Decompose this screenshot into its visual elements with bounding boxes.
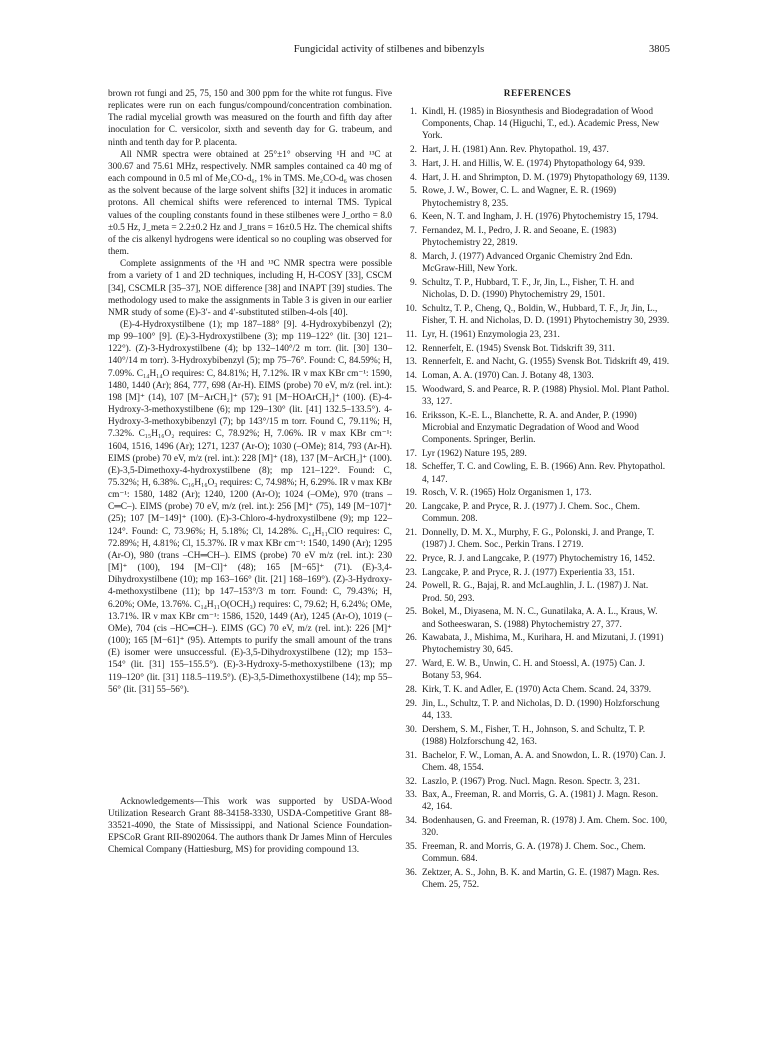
reference-text: Jin, L., Schultz, T. P. and Nicholas, D. D. (1990) Holzforschung 44, 133. [422, 698, 660, 721]
reference-item [405, 185, 670, 209]
reference-item [405, 343, 670, 355]
left-column [108, 88, 392, 857]
reference-number: 16. [405, 410, 417, 421]
reference-text: Rowe, J. W., Bower, C. L. and Wagner, E. R. (1969) Phytochemistry 8, 235. [422, 186, 617, 209]
reference-text: Eriksson, K.-E. L., Blanchette, R. A. and Ander, P. (1990) Microbial and Enzymatic Degradation of Wood and Wood Components. Springer, Berlin. [422, 410, 639, 445]
reference-number: 4. [410, 172, 417, 183]
reference-text: Zektzer, A. S., John, B. K. and Martin, G. E. (1987) Magn. Res. Chem. 25, 752. [422, 868, 660, 891]
reference-number: 34. [405, 816, 417, 827]
reference-item [405, 370, 670, 382]
reference-item [405, 698, 670, 722]
nmr-paragraph: All NMR spectra were obtained at 25°±1° observing ¹H and ¹³C at 300.67 and 75.61 MHz, respectively. NMR samples contained ca 40 mg of each compound in 0.5 ml of Me₂CO-d₆, 1% in TMS. Me₂CO-d₆ was chosen as the solvent because of the large solvent shifts [32] it induces in aromatic protons. All chemical shifts were referenced to internal TMS. Typical values of the coupling constants found in these stilbenes were J_ortho = 8.0 ±0.5 Hz, J_meta = 2.2±0.2 Hz and J_trans = 16±0.5 Hz. The chemical shifts of the cis alkenyl hydrogens were identical so no coupling was observed for them. [108, 149, 392, 258]
reference-text: Kawabata, J., Mishima, M., Kurihara, H. and Mizutani, J. (1991) Phytochemistry 30, 645. [422, 633, 664, 656]
reference-number: 14. [405, 371, 417, 381]
reference-text: Fernandez, M. I., Pedro, J. R. and Seoane, E. (1983) Phytochemistry 22, 2819. [422, 226, 617, 249]
reference-number: 9. [410, 277, 417, 288]
reference-item [405, 106, 670, 142]
reference-number: 36. [405, 868, 417, 878]
reference-number: 31. [405, 750, 417, 761]
reference-item [405, 144, 670, 156]
reference-item [405, 658, 670, 682]
reference-number: 7. [410, 226, 417, 237]
reference-item [405, 750, 670, 774]
reference-number: 23. [405, 567, 417, 578]
reference-list [405, 106, 670, 891]
reference-item [405, 501, 670, 525]
reference-text: Hart, J. H. and Shrimpton, D. M. (1979) Phytopathology 69, 1139. [422, 172, 670, 183]
reference-item [405, 867, 670, 891]
reference-number: 1. [410, 107, 417, 118]
compound-data-paragraph: (E)-4-Hydroxystilbene (1); mp 187–188° [9]. 4-Hydroxybibenzyl (2); mp 99–100° [9]. (E)-3-Hydroxystilbene (3); mp 119–122° (lit. [30] 121–122°). (Z)-3-Hydroxystilbene (4); bp 132–140°/2 m torr. (lit. [30] 130–140°/14 m torr). 3-Hydroxybibenzyl (5); mp 75–76°. Found: C, 84.59%; H, 7.09%. C₁₄H₁₄O requires: C, 84.81%; H, 7.12%. IR ν max KBr cm⁻¹: 1590, 1480, 1440 (Ar); 864, 777, 698 (Ar-H). EIMS (probe) 70 eV, m/z (rel. int.): 198 [M]⁺ (14), 107 [M−ArCH₂]⁺ (57); 91 [M−HOArCH₂]⁺ (100). (E)-4-Hydroxy-3-methoxystilbene (6); mp 129–130° (lit. [41] 132.5–133.5°). 4-Hydroxy-3-methoxybibenzyl (7); bp 143°/15 m torr. Found C, 79.11%; H, 7.32%. C₁₅H₁₆O₂ requires: C, 78.92%; H, 7.06%. IR ν max KBr cm⁻¹: 1604, 1516, 1496 (Ar); 1271, 1237 (Ar-O); 1030 (–OMe); 814, 793 (Ar-H). EIMS (probe) 70 eV, m/z (rel. int.): 228 [M]⁺ (18), 137 [M−ArCH₂]⁺ (100). (E)-3,5-Dimethoxy-4-hydroxystilbene (8); mp 121–122°. Found: C, 75.32%; H, 6.38%. C₁₆H₁₆O₃ requires: C, 74.98%; H, 6.29%. IR ν max KBr cm⁻¹: 1580, 1482 (Ar); 1240, 1200 (Ar-O); 1024 (–OMe), 970 (trans –C═C–). EIMS (probe) 70 eV, m/z (rel. int.): 256 [M]⁺ (75), 149 [M−107]⁺ (25); 107 [M−149]⁺ (100). (E)-3-Chloro-4-hydroxystilbene (9); mp 122–124°. Found: C, 73.96%; H, 5.18%; Cl, 14.28%. C₁₄H₁₁ClO requires: C, 72.89%; H, 4.81%; Cl, 15.37%. IR ν max KBr cm⁻¹: 1540, 1490 (Ar); 1295 (Ar-O), 980 (trans –CH═CH–). EIMS (probe) 70 eV m/z (rel. int.): 230 [M]⁺ (100), 194 [M−Cl]⁺ (48); 165 [M−65]⁺ (71). (E)-3,4-Dihydroxystilbene (10); mp 163–166° (lit. [21] 168–169°). (Z)-3-Hydroxy-4-methoxystilbene (11); bp 147–153°/3 m torr. Found: C, 79.43%; H, 6.20%; OMe, 13.76%. C₁₄H₁₁O(OCH₃) requires: C, 79.62; H, 6.24%; OMe, 13.71%. IR ν max KBr cm⁻¹: 1586, 1520, 1449 (Ar), 1245 (Ar-O), 1019 (–OMe), 704 (cis –HC═CH–). EIMS (GC) 70 eV, m/z (rel. int.): 226 [M]⁺ (100); 165 [M−61]⁺ (95). Attempts to purify the small amount of the trans (E) isomer were unsuccessful. (E)-3,5-Dihydroxystilbene (12); mp 153–154° (lit. [31] 155–155.5°). (E)-3-Hydroxy-5-methoxystilbene (13); mp 119–120° (lit. [31] 118.5–119.5°). (E)-3,5-Dimethoxystilbene (14); mp 55–56° (lit. [31] 55–56°). [108, 319, 392, 695]
reference-item [405, 277, 670, 301]
reference-item [405, 461, 670, 485]
reference-item [405, 329, 670, 341]
reference-item [405, 841, 670, 865]
reference-number: 24. [405, 581, 417, 592]
reference-number: 6. [410, 212, 417, 223]
page-number: 3805 [649, 44, 670, 55]
reference-text: Bax, A., Freeman, R. and Morris, G. A. (1981) J. Magn. Reson. 42, 164. [422, 790, 659, 813]
reference-number: 17. [405, 448, 417, 459]
reference-text: Bokel, M., Diyasena, M. N. C., Gunatilaka, A. A. L., Kraus, W. and Sotheeswaran, S. (1988) Phytochemistry 27, 377. [422, 607, 658, 630]
reference-text: Laszlo, P. (1967) Prog. Nucl. Magn. Reson. Spectr. 3, 231. [422, 776, 640, 787]
reference-text: Hart, J. H. (1981) Ann. Rev. Phytopathol. 19, 437. [422, 145, 609, 156]
reference-item [405, 225, 670, 249]
reference-number: 10. [405, 303, 417, 314]
reference-item [405, 410, 670, 446]
reference-text: Bodenhausen, G. and Freeman, R. (1978) J. Am. Chem. Soc. 100, 320. [422, 816, 668, 839]
references-column [405, 88, 670, 893]
running-head [108, 44, 670, 60]
reference-number: 21. [405, 528, 417, 539]
reference-number: 29. [405, 698, 417, 709]
acknowledgements-paragraph: Acknowledgements—This work was supported by USDA-Wood Utilization Research Grant 88-34158-3330, USDA-Competitive Grant 88-33521-4090, the State of Mississippi, and National Science Foundation-EPSCoR Grant RII-8902064. The authors thank Dr James Minn of Hercules Chemical Company (Hattiesburg, MS) for providing compound 13. [108, 796, 392, 856]
reference-number: 13. [405, 357, 417, 368]
reference-number: 22. [405, 553, 417, 564]
reference-text: Pryce, R. J. and Langcake, P. (1977) Phytochemistry 16, 1452. [422, 553, 655, 564]
reference-item [405, 553, 670, 565]
reference-item [405, 724, 670, 748]
methods-paragraph: brown rot fungi and 25, 75, 150 and 300 ppm for the white rot fungus. Five replicates were run on each fungus/compound/concentration combination. The radial mycelial growth was measured on the fourth and fifth day after inoculation for C. versicolor, sixth and seventh day for G. trabeum, and ninth and tenth day for P. placenta. [108, 89, 392, 148]
reference-number: 32. [405, 776, 417, 787]
reference-item [405, 580, 670, 604]
reference-item [405, 789, 670, 813]
reference-item [405, 567, 670, 579]
reference-text: Loman, A. A. (1970) Can. J. Botany 48, 1303. [422, 371, 594, 381]
reference-text: Rosch, V. R. (1965) Holz Organismen 1, 173. [422, 488, 592, 499]
reference-item [405, 384, 670, 408]
reference-number: 35. [405, 842, 417, 853]
reference-text: Schultz, T. P., Cheng, Q., Boldin, W., Hubbard, T. F., Jr, Jin, L., Fisher, T. H. and Nicholas, D. D. (1991) Phytochemistry 30, 2939. [422, 303, 670, 326]
references-heading: REFERENCES [503, 89, 572, 99]
reference-item [405, 211, 670, 223]
reference-text: Langcake, P. and Pryce, R. J. (1977) J. Chem. Soc., Chem. Commun. 208. [422, 502, 640, 525]
reference-number: 8. [410, 252, 417, 263]
reference-item [405, 776, 670, 788]
reference-item [405, 487, 670, 499]
reference-item [405, 815, 670, 839]
reference-number: 18. [405, 462, 417, 473]
reference-text: Scheffer, T. C. and Cowling, E. B. (1966) Ann. Rev. Phytopathol. 4, 147. [422, 462, 666, 485]
reference-number: 20. [405, 502, 417, 513]
reference-text: Powell, R. G., Bajaj, R. and McLaughlin, J. L. (1987) J. Nat. Prod. 50, 293. [422, 581, 649, 604]
reference-text: Lyr (1962) Nature 195, 289. [422, 448, 527, 459]
reference-text: Ward, E. W. B., Unwin, C. H. and Stoessl, A. (1975) Can. J. Botany 53, 964. [422, 659, 645, 682]
reference-item [405, 356, 670, 368]
reference-text: Langcake, P. and Pryce, R. J. (1977) Experientia 33, 151. [422, 567, 635, 578]
reference-item [405, 172, 670, 184]
reference-text: Kindl, H. (1985) in Biosynthesis and Biodegradation of Wood Components, Chap. 14 (Higuchi, T., ed.). Academic Press, New York. [422, 107, 660, 142]
reference-text: Donnelly, D. M. X., Murphy, F. G., Polonski, J. and Prange, T. (1987) J. Chem. Soc., Perkin Trans. I 2719. [422, 528, 655, 551]
reference-number: 11. [405, 329, 417, 340]
reference-number: 28. [405, 685, 417, 696]
reference-number: 19. [405, 488, 417, 499]
reference-number: 3. [410, 158, 417, 169]
reference-text: Freeman, R. and Morris, G. A. (1978) J. Chem. Soc., Chem. Commun. 684. [422, 842, 646, 865]
reference-text: Bachelor, F. W., Loman, A. A. and Snowdon, L. R. (1970) Can. J. Chem. 48, 1554. [422, 750, 666, 773]
reference-text: March, J. (1977) Advanced Organic Chemistry 2nd Edn. McGraw-Hill, New York. [422, 252, 633, 275]
assignments-paragraph: Complete assignments of the ¹H and ¹³C NMR spectra were possible from a variety of 1 and 2D techniques, including H, H-COSY [33], CSCM [34], CSCMLR [35–37], NOE difference [38] and INAPT [39] studies. The methodology used to make the assignments in Table 3 is given in our earlier NMR study of some (E)-3′- and 4′-substituted stilben-4-ols [40]. [108, 259, 392, 318]
reference-text: Dershem, S. M., Fisher, T. H., Johnson, S. and Schultz, T. P. (1988) Holzforschung 42, 163. [422, 724, 646, 747]
reference-item [405, 251, 670, 275]
reference-item [405, 527, 670, 551]
reference-item [405, 632, 670, 656]
reference-item [405, 684, 670, 696]
reference-text: Schultz, T. P., Hubbard, T. F., Jr, Jin, L., Fisher, T. H. and Nicholas, D. D. (1990) Phytochemistry 29, 1501. [422, 277, 635, 301]
reference-item [405, 158, 670, 170]
reference-text: Lyr, H. (1961) Enzymologia 23, 231. [422, 329, 560, 340]
reference-text: Keen, N. T. and Ingham, J. H. (1976) Phytochemistry 15, 1794. [422, 212, 659, 223]
reference-text: Kirk, T. K. and Adler, E. (1970) Acta Chem. Scand. 24, 3379. [422, 685, 652, 696]
reference-number: 30. [405, 724, 417, 735]
reference-number: 5. [410, 186, 417, 197]
reference-item [405, 303, 670, 327]
reference-number: 15. [405, 384, 417, 395]
reference-text: Rennerfelt, E. and Nacht, G. (1955) Svensk Bot. Tidskrift 49, 419. [422, 357, 670, 368]
reference-number: 25. [405, 607, 417, 618]
reference-text: Woodward, S. and Pearce, R. P. (1988) Physiol. Mol. Plant Pathol. 33, 127. [422, 384, 670, 407]
reference-text: Rennerfelt, E. (1945) Svensk Bot. Tidskrift 39, 311. [422, 343, 615, 354]
reference-number: 26. [405, 633, 417, 644]
reference-item [405, 448, 670, 460]
reference-number: 27. [405, 659, 417, 670]
reference-number: 33. [405, 790, 417, 801]
reference-number: 2. [410, 145, 417, 156]
reference-item [405, 606, 670, 630]
reference-text: Hart, J. H. and Hillis, W. E. (1974) Phytopathology 64, 939. [422, 158, 646, 169]
running-head-title: Fungicidal activity of stilbenes and bibenzyls [293, 44, 485, 55]
reference-number: 12. [405, 343, 417, 354]
